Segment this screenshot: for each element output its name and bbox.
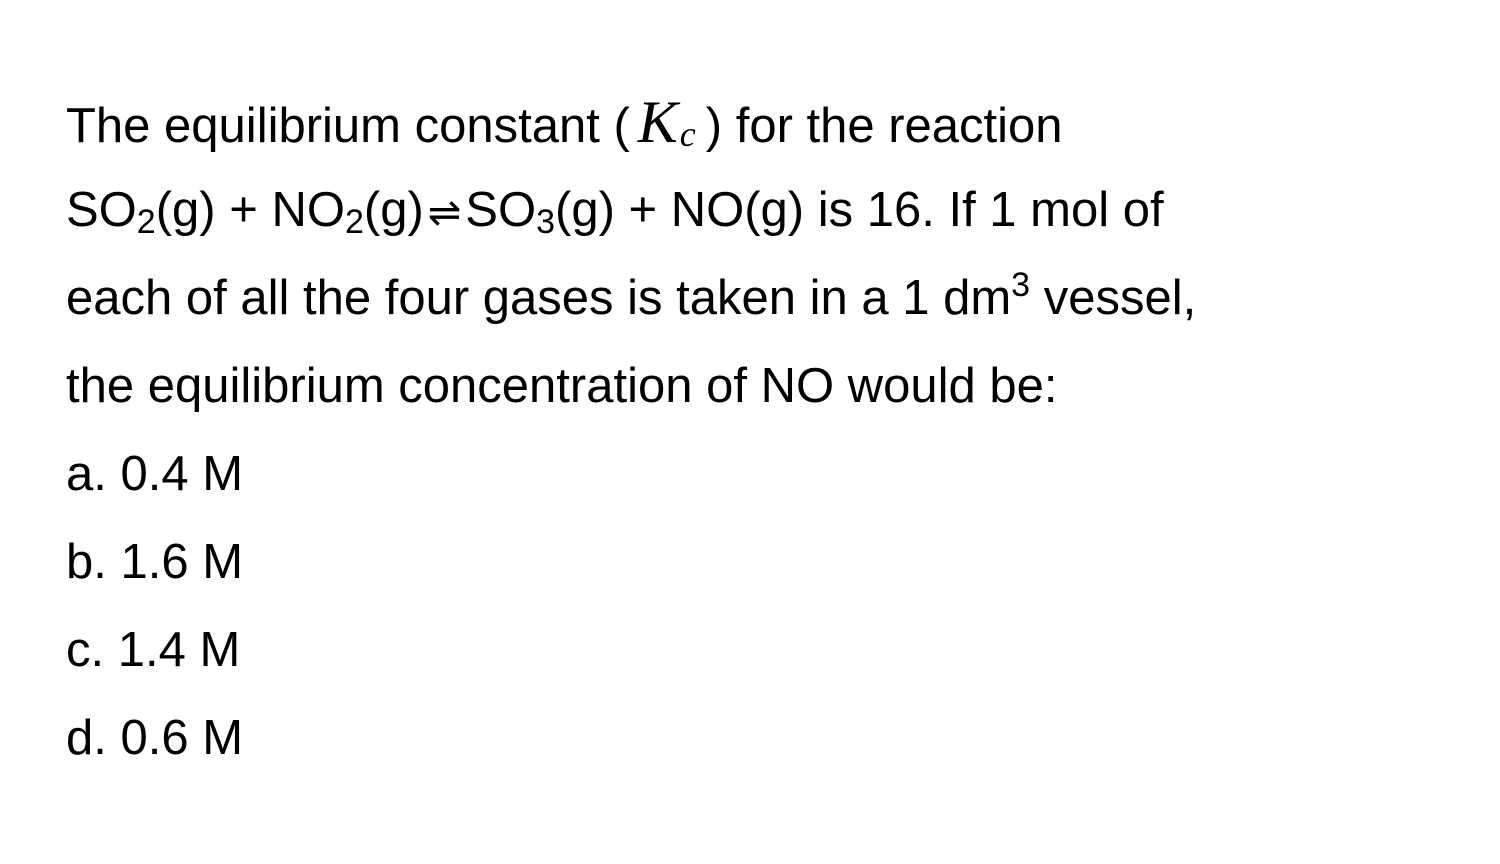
subscript-2: 2 [136, 203, 156, 241]
question-text: The equilibrium constant ( [66, 99, 630, 153]
option-d[interactable]: d. 0.6 M [66, 711, 244, 765]
question-line-2 [66, 166, 1466, 254]
question-line-1 [66, 78, 1466, 166]
reaction-text: (g) + NO(g) is 16. If 1 mol of [555, 183, 1164, 237]
question-text: ) for the reaction [705, 99, 1063, 153]
option-c[interactable]: c. 1.4 M [66, 623, 241, 677]
kc-subscript: c [679, 114, 696, 154]
equilibrium-arrow-icon: ⇌ [427, 190, 462, 236]
product-so3: SO [465, 183, 537, 237]
reaction-text: (g) + NO [155, 183, 345, 237]
reaction-text: (g) [363, 183, 424, 237]
question-line-3 [66, 254, 1466, 342]
option-b[interactable]: b. 1.6 M [66, 535, 244, 589]
option-a[interactable]: a. 0.4 M [66, 447, 244, 501]
reactant-so2: SO [66, 183, 137, 237]
kc-main: K [637, 89, 678, 155]
superscript-3: 3 [1011, 266, 1031, 304]
subscript-2: 2 [344, 203, 364, 241]
question-document [66, 78, 1466, 782]
question-text: each of all the four gases is taken in a 1 dm [66, 271, 1012, 325]
equilibrium-constant-symbol [638, 89, 696, 155]
question-line-4: the equilibrium concentration of NO would be: [66, 359, 1058, 413]
question-text: vessel, [1030, 271, 1197, 325]
subscript-3: 3 [536, 203, 555, 241]
